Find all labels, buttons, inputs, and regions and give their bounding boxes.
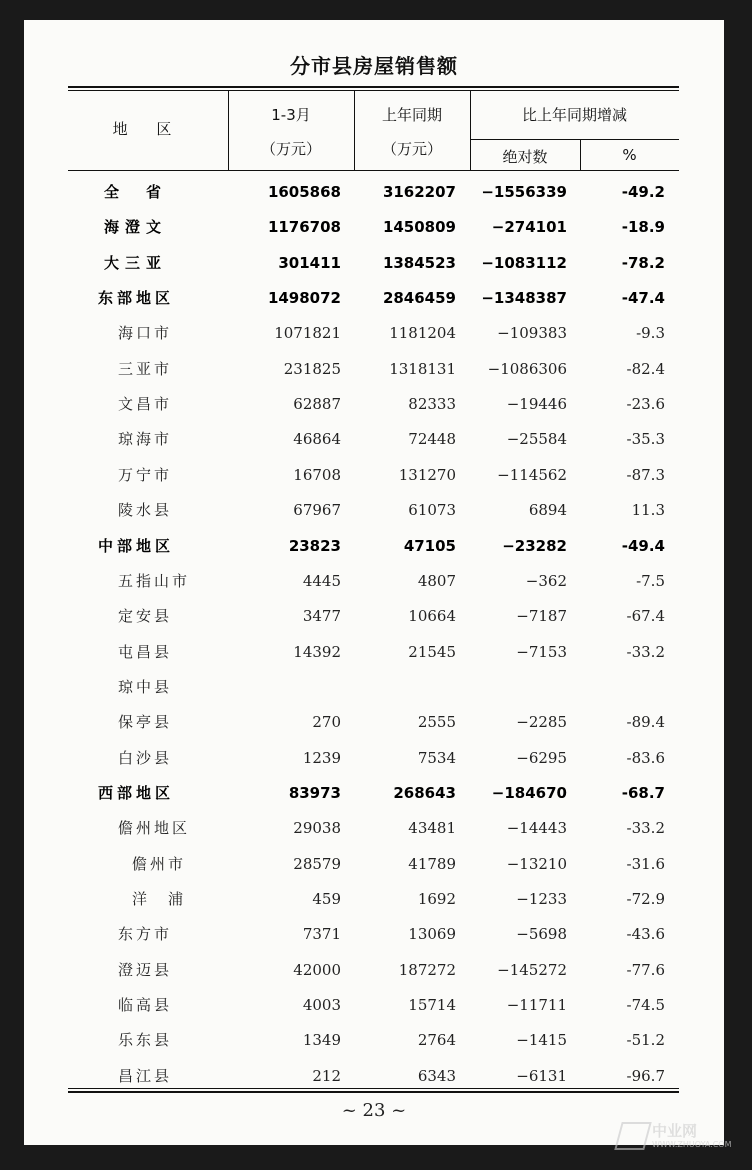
sales-current: 3477 bbox=[302, 607, 341, 626]
sales-current: 46864 bbox=[293, 430, 341, 449]
change-percent: -78.2 bbox=[621, 253, 665, 272]
region-name: 昌江县 bbox=[118, 1066, 173, 1085]
region-name: 陵水县 bbox=[118, 501, 173, 520]
change-absolute: −1348387 bbox=[481, 289, 567, 308]
sales-last-year: 2555 bbox=[417, 713, 456, 732]
change-absolute: −1086306 bbox=[487, 359, 567, 378]
watermark-url: WWW.ZHUOYA.COM bbox=[652, 1140, 732, 1149]
table-row bbox=[68, 635, 679, 670]
change-absolute: −1556339 bbox=[481, 183, 567, 201]
table-row bbox=[68, 316, 679, 351]
table-row bbox=[68, 599, 679, 634]
sales-current: 301411 bbox=[278, 253, 341, 272]
change-percent: -83.6 bbox=[626, 748, 665, 767]
change-absolute: −2285 bbox=[516, 713, 567, 732]
region-name: 儋州市 bbox=[132, 854, 187, 873]
watermark-logo-icon bbox=[614, 1122, 652, 1150]
sales-last-year: 72448 bbox=[408, 430, 456, 449]
sales-last-year: 7534 bbox=[417, 748, 456, 767]
region-name: 大三亚 bbox=[104, 253, 168, 272]
table-row bbox=[68, 246, 679, 281]
sales-last-year: 82333 bbox=[408, 395, 456, 414]
header-bottom-rule bbox=[68, 170, 679, 171]
table-bottom-rule bbox=[68, 1091, 679, 1093]
sales-current: 23823 bbox=[288, 536, 341, 555]
change-absolute: −274101 bbox=[491, 218, 567, 237]
sales-current: 62887 bbox=[293, 395, 341, 414]
change-percent: -18.9 bbox=[621, 218, 665, 237]
sales-current: 29038 bbox=[293, 819, 341, 838]
change-percent: -49.4 bbox=[621, 536, 665, 555]
change-percent: -96.7 bbox=[626, 1066, 665, 1085]
page-number: ~ 23 ~ bbox=[341, 1100, 407, 1121]
region-name: 万宁市 bbox=[118, 465, 173, 484]
region-name: 全 省 bbox=[104, 183, 168, 201]
sales-current: 270 bbox=[312, 713, 341, 732]
header-group-rule bbox=[470, 139, 679, 140]
change-percent: -43.6 bbox=[626, 925, 665, 944]
table-row bbox=[68, 705, 679, 740]
region-name: 海澄文 bbox=[104, 218, 168, 237]
sales-last-year: 3162207 bbox=[382, 183, 456, 201]
change-percent: -9.3 bbox=[636, 324, 665, 343]
region-name: 澄迈县 bbox=[118, 960, 173, 979]
table-row bbox=[68, 387, 679, 422]
watermark bbox=[618, 1120, 738, 1154]
change-percent: -67.4 bbox=[626, 607, 665, 626]
watermark-text: 中业网 bbox=[652, 1122, 698, 1140]
sales-last-year: 2764 bbox=[417, 1031, 456, 1050]
sales-current: 7371 bbox=[302, 925, 341, 944]
change-percent bbox=[580, 670, 665, 705]
sales-last-year: 61073 bbox=[408, 501, 456, 520]
region-name: 琼中县 bbox=[118, 677, 173, 696]
change-percent: -77.6 bbox=[626, 960, 665, 979]
sales-last-year: 268643 bbox=[393, 783, 456, 802]
header-change-group: 比上年同期增减 bbox=[521, 106, 627, 124]
sales-last-year: 2846459 bbox=[382, 289, 456, 308]
table-row bbox=[68, 811, 679, 846]
change-percent: -33.2 bbox=[626, 642, 665, 661]
sales-current: 1239 bbox=[302, 748, 341, 767]
change-percent: -72.9 bbox=[626, 890, 665, 908]
sales-last-year: 43481 bbox=[408, 819, 456, 838]
change-absolute: −184670 bbox=[491, 783, 567, 802]
table-row bbox=[68, 493, 679, 528]
sales-last-year: 47105 bbox=[403, 536, 456, 555]
header-col1-bottom: （万元） bbox=[260, 140, 321, 158]
sales-last-year: 1181204 bbox=[389, 324, 456, 343]
header-col1-top: 1-3月 bbox=[271, 106, 311, 124]
change-absolute: −1415 bbox=[516, 1031, 567, 1050]
table-row bbox=[68, 988, 679, 1023]
table-top-rule-thin bbox=[68, 90, 679, 91]
region-name: 洋 浦 bbox=[132, 890, 187, 908]
change-absolute: −14443 bbox=[506, 819, 567, 838]
table-row bbox=[68, 847, 679, 882]
change-absolute: −5698 bbox=[516, 925, 567, 944]
change-percent: -87.3 bbox=[626, 465, 665, 484]
sales-current bbox=[228, 670, 341, 705]
table-row bbox=[68, 882, 679, 917]
table-row bbox=[68, 670, 679, 705]
sales-current: 1071821 bbox=[274, 324, 341, 343]
change-absolute: −6295 bbox=[516, 748, 567, 767]
sales-current: 14392 bbox=[293, 642, 341, 661]
region-name: 西部地区 bbox=[98, 783, 175, 802]
sales-current: 42000 bbox=[293, 960, 341, 979]
header-col2-bottom: （万元） bbox=[381, 140, 442, 158]
sales-current: 67967 bbox=[293, 501, 341, 520]
sales-current: 4445 bbox=[302, 571, 341, 590]
sales-current: 28579 bbox=[293, 854, 341, 873]
region-name: 保亭县 bbox=[118, 713, 173, 732]
change-absolute: −11711 bbox=[506, 996, 567, 1015]
table-row bbox=[68, 917, 679, 952]
sales-last-year: 6343 bbox=[417, 1066, 456, 1085]
document-page bbox=[24, 20, 724, 1145]
region-name: 白沙县 bbox=[118, 748, 173, 767]
header-region: 地 区 bbox=[112, 120, 184, 138]
change-percent: -89.4 bbox=[626, 713, 665, 732]
page-title: 分市县房屋销售额 bbox=[290, 54, 458, 78]
header-percent: % bbox=[622, 146, 637, 164]
region-name: 海口市 bbox=[118, 324, 173, 343]
sales-current: 16708 bbox=[293, 465, 341, 484]
region-name: 文昌市 bbox=[118, 395, 173, 414]
region-name: 东部地区 bbox=[98, 289, 175, 308]
table-row bbox=[68, 776, 679, 811]
region-name: 定安县 bbox=[118, 607, 173, 626]
table-row bbox=[68, 352, 679, 387]
sales-current: 1498072 bbox=[267, 289, 341, 308]
sales-current: 4003 bbox=[302, 996, 341, 1015]
table-row bbox=[68, 741, 679, 776]
sales-current: 83973 bbox=[288, 783, 341, 802]
sales-last-year: 21545 bbox=[408, 642, 456, 661]
sales-last-year: 131270 bbox=[398, 465, 456, 484]
change-absolute: −362 bbox=[525, 571, 567, 590]
change-absolute: −23282 bbox=[502, 536, 567, 555]
table-row bbox=[68, 458, 679, 493]
region-name: 屯昌县 bbox=[118, 642, 173, 661]
sales-current: 1349 bbox=[302, 1031, 341, 1050]
change-percent: -31.6 bbox=[626, 854, 665, 873]
region-name: 临高县 bbox=[118, 996, 173, 1015]
table-bottom-rule-thin bbox=[68, 1088, 679, 1089]
change-percent: -68.7 bbox=[621, 783, 665, 802]
table-row bbox=[68, 422, 679, 457]
sales-current: 212 bbox=[312, 1066, 341, 1085]
header-col2-top: 上年同期 bbox=[381, 106, 442, 124]
sales-current: 1176708 bbox=[267, 218, 341, 237]
sales-last-year: 13069 bbox=[408, 925, 456, 944]
region-name: 五指山市 bbox=[118, 571, 191, 590]
sales-last-year: 1384523 bbox=[382, 253, 456, 272]
change-percent: -74.5 bbox=[626, 996, 665, 1015]
table-row bbox=[68, 175, 679, 210]
change-absolute: −6131 bbox=[516, 1066, 567, 1085]
header-absolute: 绝对数 bbox=[502, 148, 548, 166]
table-top-rule bbox=[68, 86, 679, 88]
change-absolute: −109383 bbox=[497, 324, 567, 343]
region-name: 儋州地区 bbox=[118, 819, 191, 838]
change-percent: -23.6 bbox=[626, 395, 665, 414]
sales-last-year: 187272 bbox=[398, 960, 456, 979]
sales-last-year: 1318131 bbox=[389, 359, 456, 378]
change-absolute: −7187 bbox=[516, 607, 567, 626]
change-absolute: 6894 bbox=[528, 501, 567, 520]
sales-last-year: 4807 bbox=[417, 571, 456, 590]
sales-last-year bbox=[354, 670, 456, 705]
sales-current: 231825 bbox=[283, 359, 341, 378]
table-row bbox=[68, 529, 679, 564]
region-name: 三亚市 bbox=[118, 359, 173, 378]
sales-last-year: 1692 bbox=[417, 890, 456, 908]
change-percent: -7.5 bbox=[636, 571, 665, 590]
table-row bbox=[68, 210, 679, 245]
change-percent: -51.2 bbox=[626, 1031, 665, 1050]
table-row bbox=[68, 1023, 679, 1058]
region-name: 琼海市 bbox=[118, 430, 173, 449]
region-name: 东方市 bbox=[118, 925, 173, 944]
table-row bbox=[68, 281, 679, 316]
change-absolute: −25584 bbox=[506, 430, 567, 449]
region-name: 乐东县 bbox=[118, 1031, 173, 1050]
change-percent: -47.4 bbox=[621, 289, 665, 308]
change-absolute: −19446 bbox=[506, 395, 567, 414]
sales-last-year: 41789 bbox=[408, 854, 456, 873]
change-absolute: −145272 bbox=[497, 960, 567, 979]
sales-current: 1605868 bbox=[267, 183, 341, 201]
sales-last-year: 1450809 bbox=[382, 218, 456, 237]
change-percent: -35.3 bbox=[626, 430, 665, 449]
region-name: 中部地区 bbox=[98, 536, 175, 555]
change-absolute: −1083112 bbox=[481, 253, 567, 272]
change-absolute: −114562 bbox=[497, 465, 567, 484]
change-absolute: −1233 bbox=[516, 890, 567, 908]
change-absolute bbox=[470, 670, 567, 705]
change-percent: -49.2 bbox=[621, 183, 665, 201]
sales-current: 459 bbox=[312, 890, 341, 908]
change-percent: 11.3 bbox=[631, 501, 665, 520]
change-absolute: −7153 bbox=[516, 642, 567, 661]
change-percent: -33.2 bbox=[626, 819, 665, 838]
table-row bbox=[68, 953, 679, 988]
change-absolute: −13210 bbox=[506, 854, 567, 873]
sales-last-year: 15714 bbox=[408, 996, 456, 1015]
change-percent: -82.4 bbox=[626, 359, 665, 378]
table-row bbox=[68, 564, 679, 599]
sales-last-year: 10664 bbox=[408, 607, 456, 626]
